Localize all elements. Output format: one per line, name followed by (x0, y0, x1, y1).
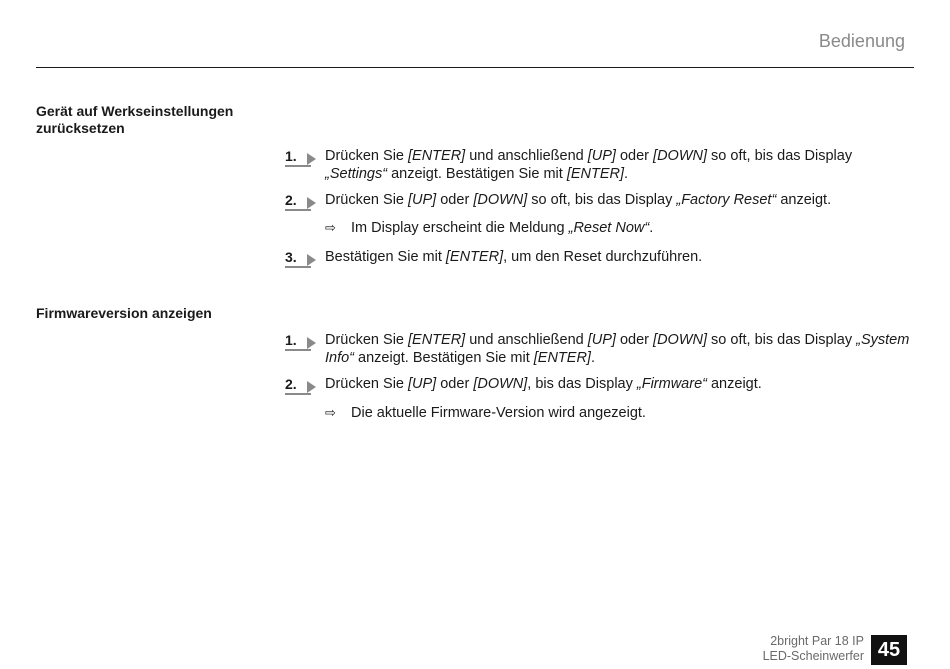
step-text: Drücken Sie [UP] oder [DOWN], bis das Display „Firmware“ anzeigt. (325, 376, 762, 392)
step-1-firmware (285, 332, 915, 367)
step-arrow-icon (307, 153, 316, 165)
step-number: 2. (285, 376, 297, 392)
step-number: 1. (285, 332, 297, 348)
section-heading-factory-reset: Gerät auf Werkseinstellungen zurücksetzen (36, 103, 234, 136)
section-heading-firmware: Firmwareversion anzeigen (36, 305, 212, 321)
step-underline (285, 393, 311, 395)
step-arrow-icon (307, 381, 316, 393)
result-arrow-icon: ⇨ (325, 220, 336, 235)
step-number: 2. (285, 192, 297, 208)
step-number: 1. (285, 148, 297, 164)
result-arrow-icon: ⇨ (325, 405, 336, 420)
step-2-firmware (285, 376, 915, 394)
step-number: 3. (285, 249, 297, 265)
step-text: Drücken Sie [ENTER] und anschließend [UP] oder [DOWN] so oft, bis das Display „System Info“ anzeigt. Bestätigen Sie mit [ENTER]. (325, 332, 910, 366)
result-firmware-version: ⇨ Die aktuelle Firmware-Version wird angezeigt. (325, 405, 646, 421)
step-underline (285, 209, 311, 211)
step-number-marker (285, 332, 321, 351)
step-text: Bestätigen Sie mit [ENTER], um den Reset durchzuführen. (325, 249, 703, 265)
step-underline (285, 349, 311, 351)
step-number-marker (285, 192, 321, 211)
step-number-marker (285, 249, 321, 268)
step-arrow-icon (307, 254, 316, 266)
step-3-factory-reset (285, 249, 915, 267)
header-divider (36, 67, 914, 68)
step-underline (285, 165, 311, 167)
step-text: Drücken Sie [ENTER] und anschließend [UP] oder [DOWN] so oft, bis das Display „Settings“ anzeigt. Bestätigen Sie mit [ENTER]. (325, 148, 853, 182)
footer-product-name: 2bright Par 18 IP LED-Scheinwerfer (762, 634, 864, 663)
step-1-factory-reset (285, 148, 915, 183)
step-number-marker (285, 148, 321, 167)
step-arrow-icon (307, 197, 316, 209)
step-underline (285, 266, 311, 268)
result-reset-now: ⇨ Im Display erscheint die Meldung „Reset Now“. (325, 220, 654, 236)
step-number-marker (285, 376, 321, 395)
page-number-badge: 45 (871, 635, 907, 665)
step-text: Drücken Sie [UP] oder [DOWN] so oft, bis das Display „Factory Reset“ anzeigt. (325, 192, 832, 208)
step-2-factory-reset (285, 192, 915, 210)
step-arrow-icon (307, 337, 316, 349)
chapter-title: Bedienung (818, 31, 905, 51)
